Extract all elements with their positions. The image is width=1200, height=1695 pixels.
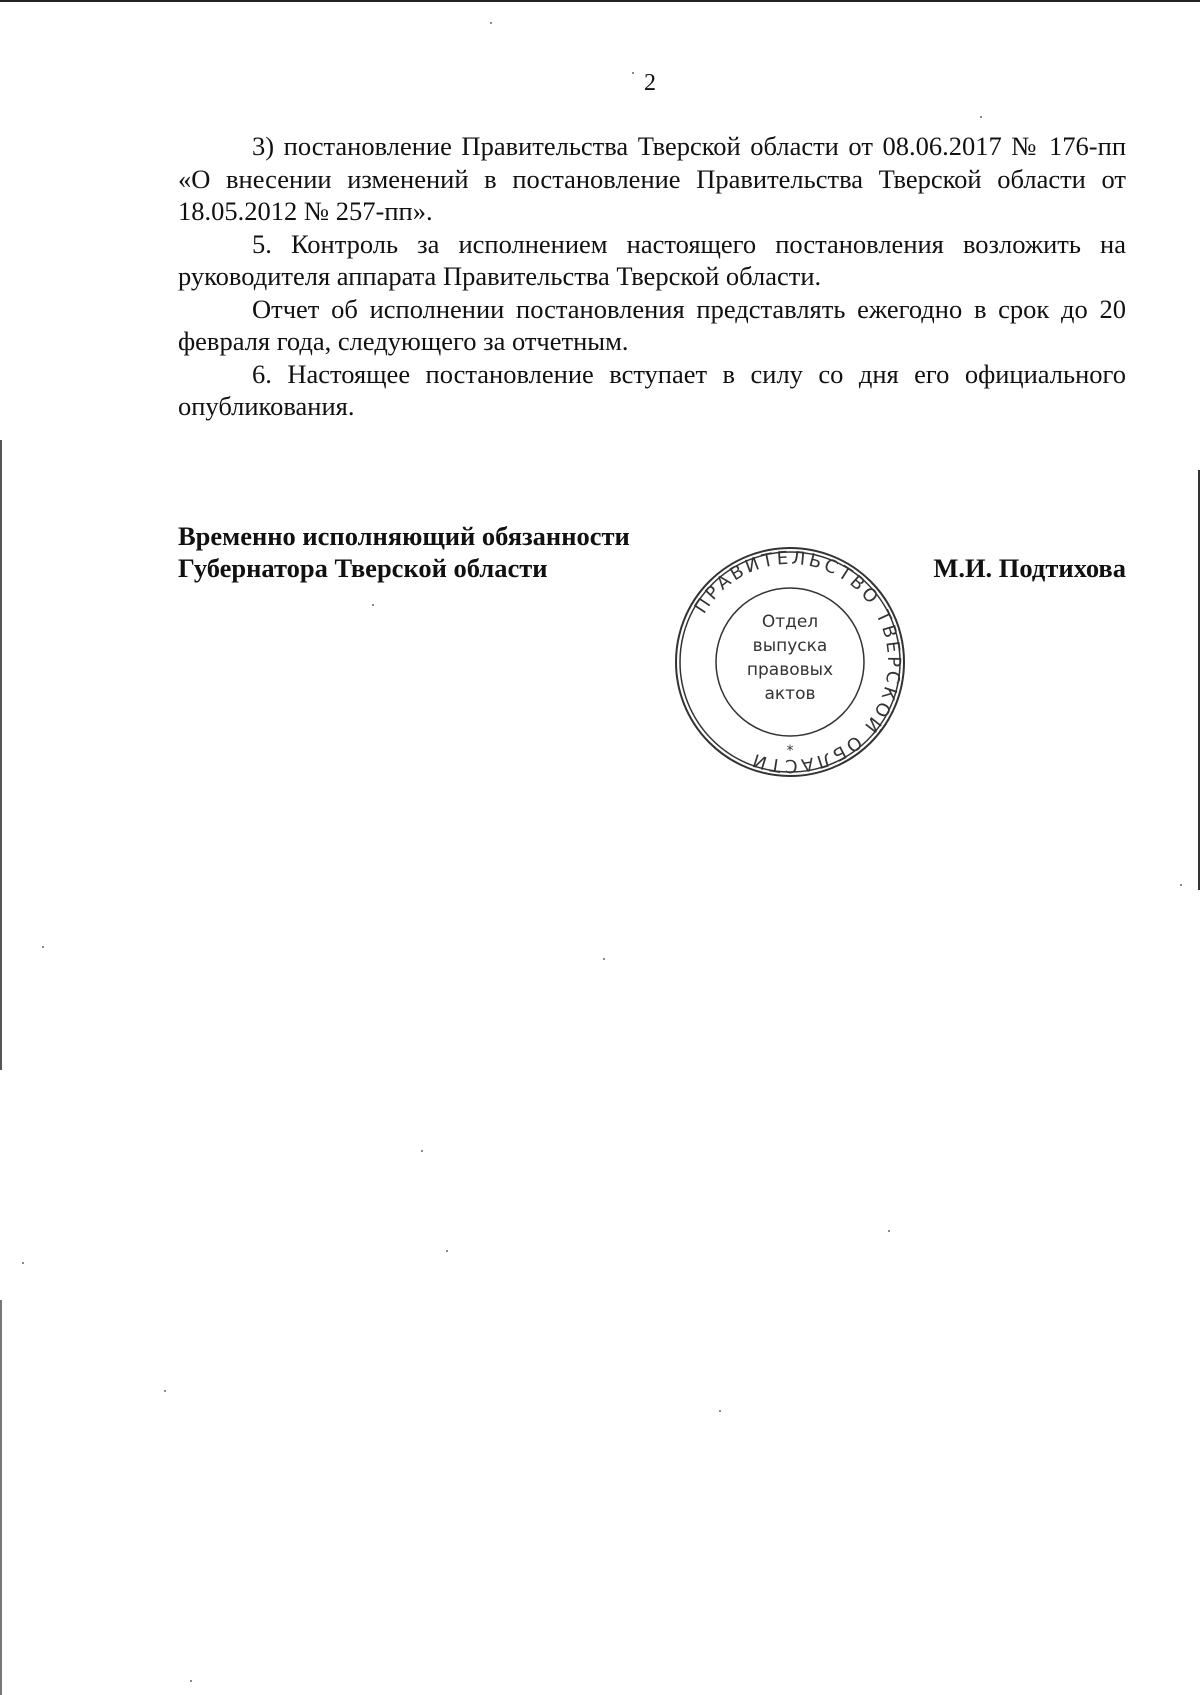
scan-speck — [190, 1680, 192, 1682]
scan-edge-left — [0, 440, 2, 1070]
scan-speck — [22, 1262, 24, 1264]
scan-edge-left-lower — [0, 1300, 2, 1695]
paragraph: 3) постановление Правительства Тверской области от 08.06.2017 № 176-пп «О внесении изменений в постановление Правительства Тверской области от 18.05.2012 № 257-пп». — [178, 131, 1126, 226]
signatory-title-line-2: Губернатора Тверской области — [178, 553, 548, 583]
signatory-name: М.И. Подтихова — [933, 553, 1126, 583]
official-seal — [673, 545, 907, 779]
seal-center-line: выпуска — [752, 636, 828, 656]
scan-speck — [1180, 884, 1182, 886]
scan-speck — [719, 1410, 721, 1412]
page-number: 2 — [644, 70, 656, 96]
scan-speck — [980, 116, 982, 118]
scan-speck — [490, 22, 492, 24]
seal-ring-text: ПРАВИТЕЛЬСТВО ТВЕРСКОЙ ОБЛАСТИ — [690, 547, 905, 777]
scan-speck — [42, 946, 44, 948]
seal-star: * — [786, 743, 794, 759]
scan-speck — [446, 1250, 448, 1252]
paragraph: Отчет об исполнении постановления представлять ежегодно в срок до 20 февраля года, следующего за отчетным. — [178, 293, 1126, 356]
signature-block — [178, 520, 1126, 584]
paragraph: 5. Контроль за исполнением настоящего постановления возложить на руководителя аппарата Правительства Тверской области. — [178, 228, 1126, 291]
signatory-title-line-1: Временно исполняющий обязанности — [178, 521, 630, 551]
scan-speck — [421, 1150, 423, 1152]
scan-speck — [888, 1230, 890, 1232]
document-body — [178, 130, 1126, 423]
scan-speck — [603, 958, 605, 960]
seal-center-line: Отдел — [761, 612, 819, 632]
seal-center-line: правовых — [746, 660, 834, 680]
scan-speck — [632, 72, 634, 74]
scan-speck — [372, 604, 374, 606]
paragraph: 6. Настоящее постановление вступает в силу со дня его официального опубликования. — [178, 358, 1126, 421]
seal-center-line: актов — [764, 684, 816, 704]
scan-edge-top — [0, 0, 1200, 2]
scan-speck — [164, 1390, 166, 1392]
